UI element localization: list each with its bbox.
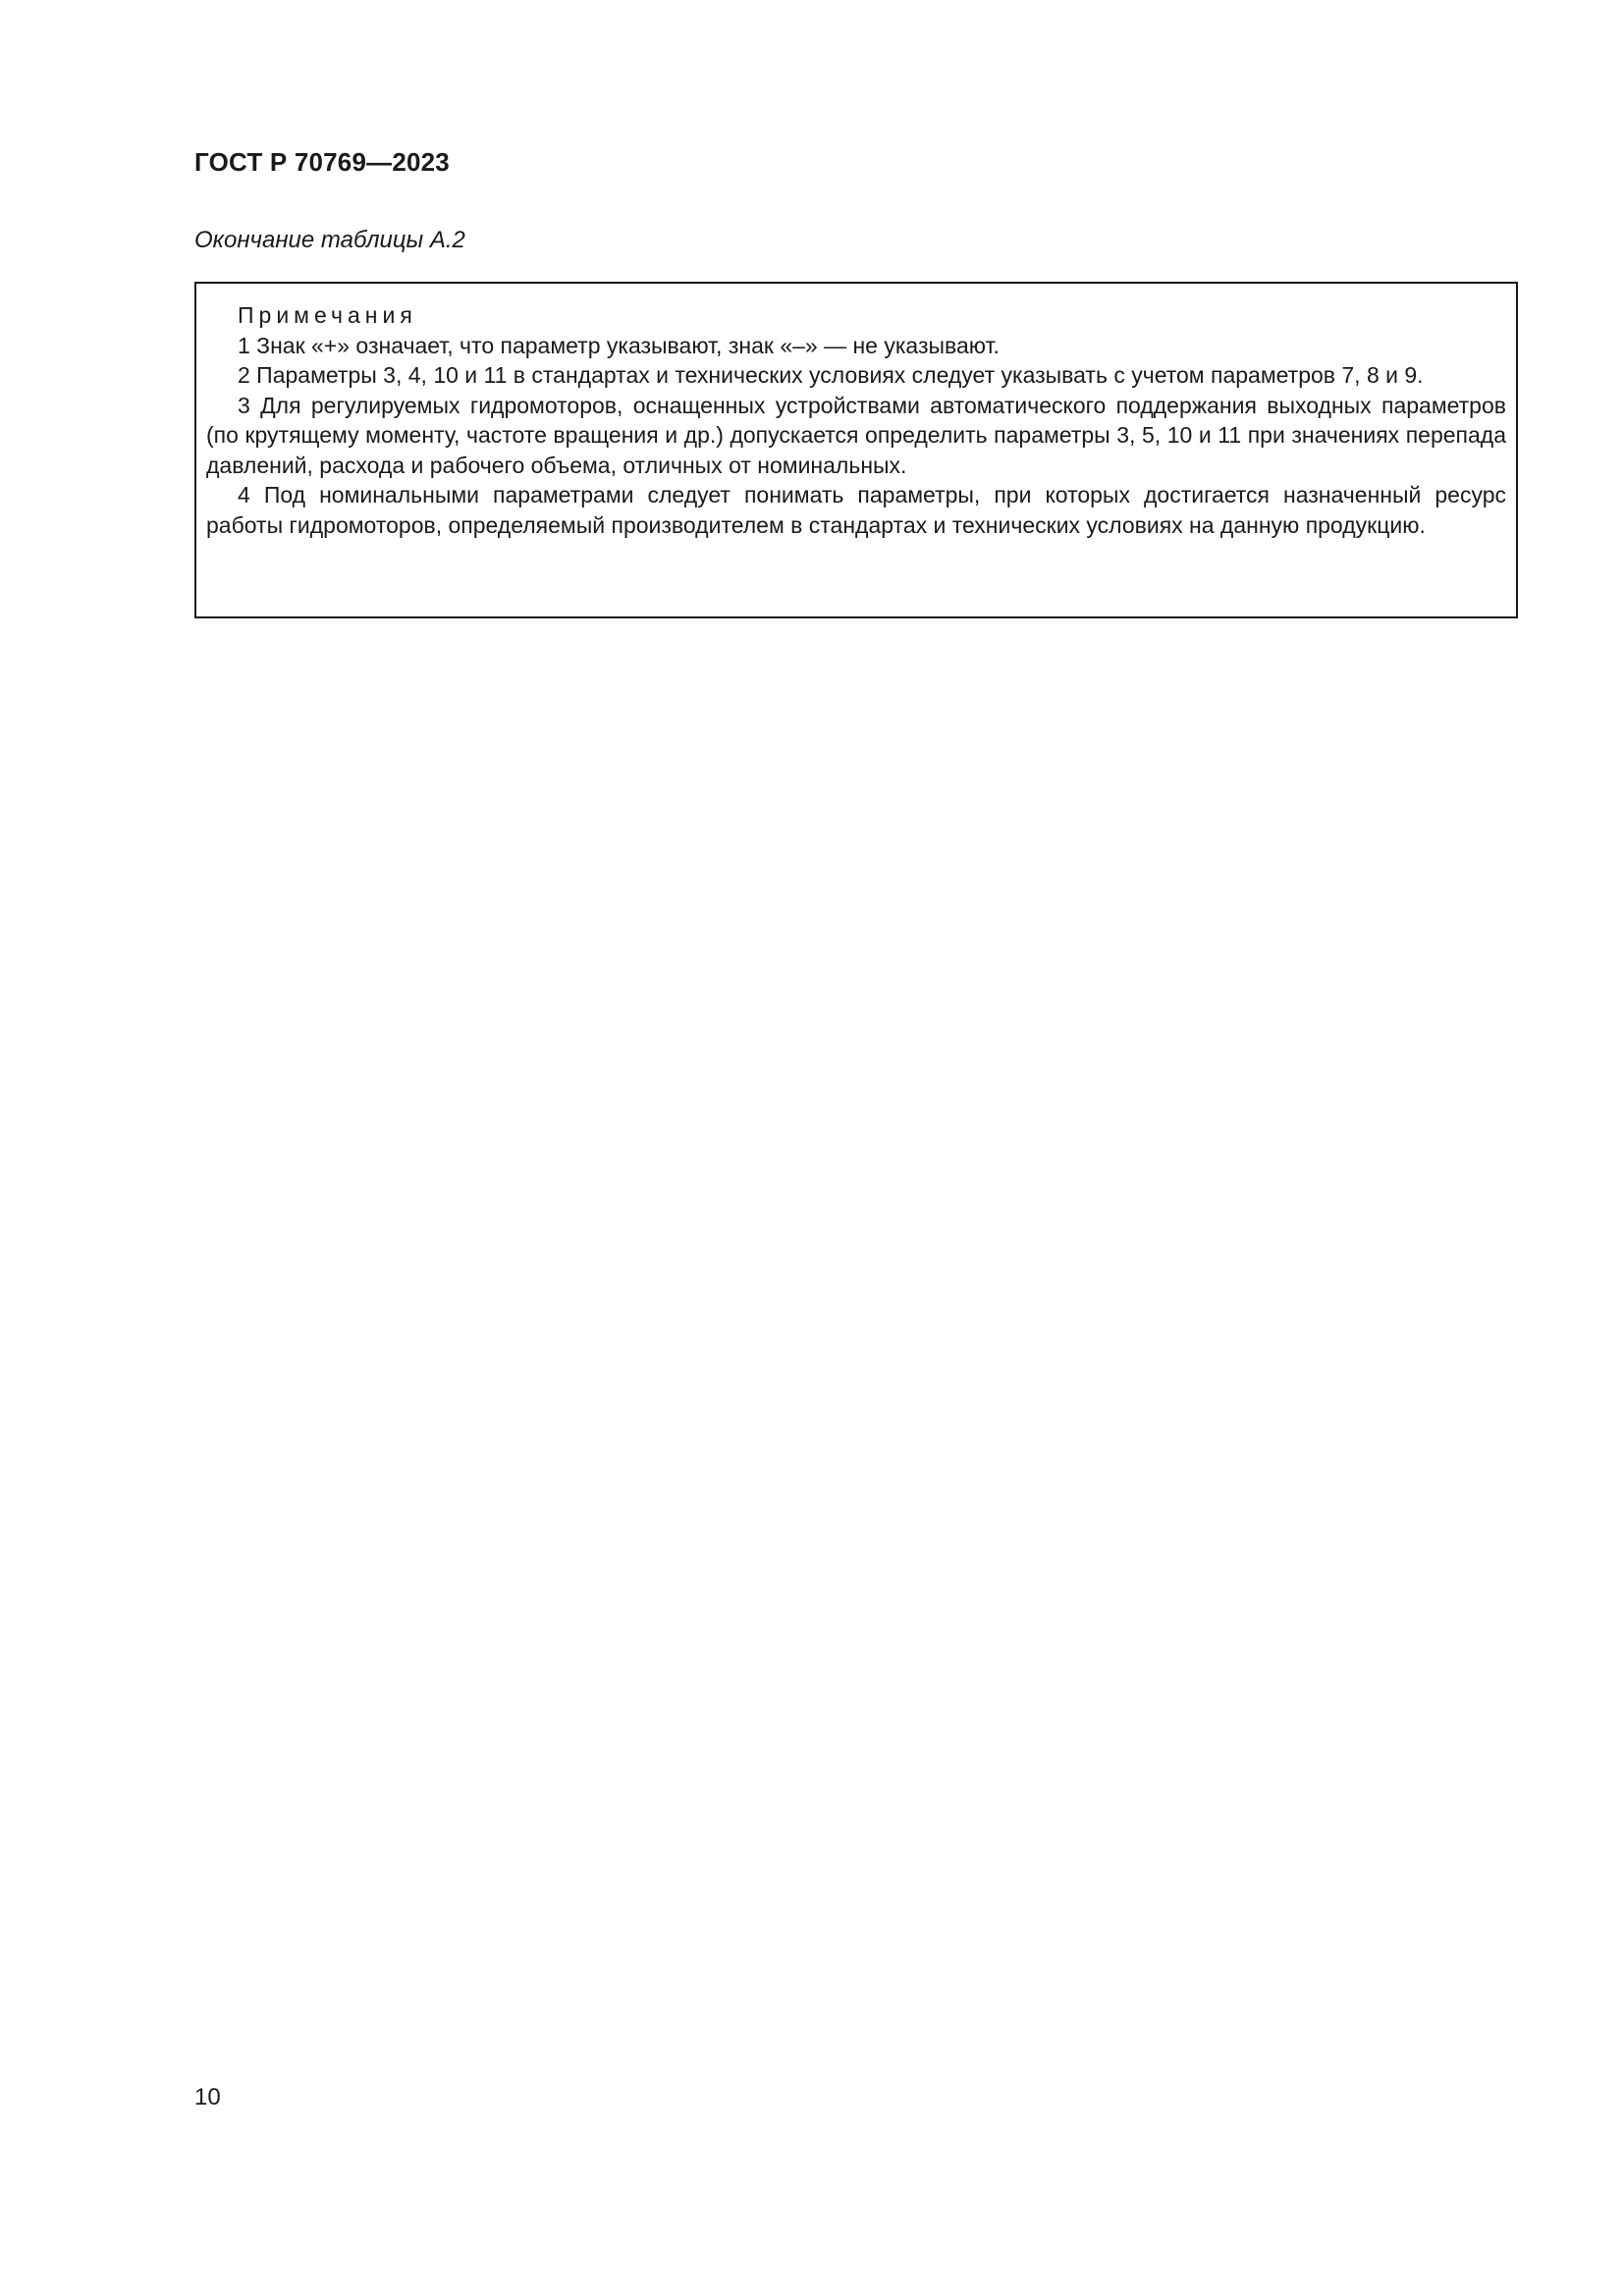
table-caption: Окончание таблицы А.2 (194, 227, 465, 253)
notes-title: Примечания (238, 302, 417, 328)
notes-box (194, 282, 1518, 618)
note-3: 3 Для регулируемых гидромоторов, оснащенных устройствами автоматического поддержания выходных параметров (по крутящему моменту, частоте вращения и др.) допускается определить параметры 3, 5, 10 и 11 при значениях перепада давлений, расхода и рабочего объема, отличных от номинальных. (206, 392, 1506, 478)
note-1: 1 Знак «+» означает, что параметр указывают, знак «–» — не указывают. (238, 332, 1000, 358)
document-header: ГОСТ Р 70769—2023 (194, 147, 450, 177)
page-number: 10 (194, 2084, 221, 2110)
note-2: 2 Параметры 3, 4, 10 и 11 в стандартах и технических условиях следует указывать с учетом параметров 7, 8 и 9. (238, 362, 1424, 388)
note-4: 4 Под номинальными параметрами следует понимать параметры, при которых достигается назначенный ресурс работы гидромоторов, определяемый производителем в стандартах и технических условиях на данную продукцию. (206, 482, 1506, 538)
